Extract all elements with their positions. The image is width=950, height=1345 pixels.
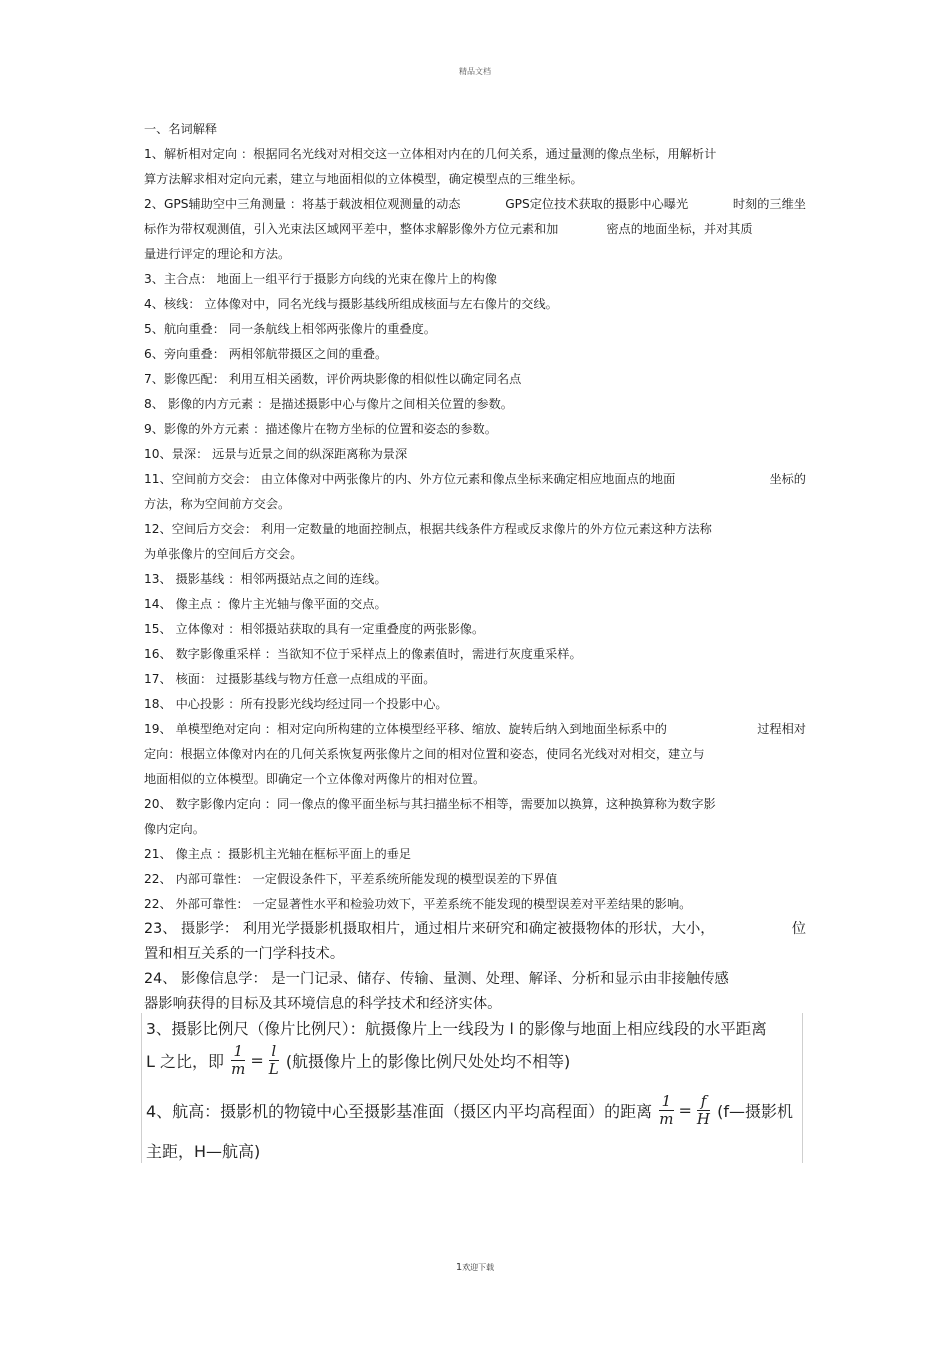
entry-20-line-2: 像内定向。	[144, 822, 205, 836]
fraction-1-over-m: $\frac{1}{m}$	[231, 1042, 246, 1078]
entry-11-line-2: 方法，称为空间前方交会。	[144, 497, 291, 511]
entry-12-line-2: 为单张像片的空间后方交会。	[144, 547, 303, 561]
entry-2-part-5: 密点的地面坐标，并对其质	[606, 222, 753, 236]
entry-18: 18、 中心投影 ：所有投影光线均经过同一个投影中心。	[144, 697, 448, 711]
flight-height-note-cont: 主距，H—航高)	[146, 1142, 261, 1161]
document-body	[144, 117, 806, 1017]
entry-10: 10、景深： 远景与近景之间的纵深距离称为景深	[144, 447, 408, 461]
scale-formula-prefix: L 之比，即	[146, 1052, 225, 1071]
entry-2-part-1: 2、GPS辅助空中三角测量 ：将基于载波相位观测量的动态	[144, 197, 461, 211]
entry-2-line-3: 量进行评定的理论和方法。	[144, 247, 291, 261]
entry-13: 13、 摄影基线 ：相邻两摄站点之间的连线。	[144, 572, 387, 586]
section-title: 一、名词解释	[144, 122, 218, 136]
fraction-l-over-L: $\frac{l}{L}$	[268, 1042, 279, 1078]
entry-4: 4、核线： 立体像对中，同名光线与摄影基线所组成核面与左右像片的交线。	[144, 297, 558, 311]
entry-2-part-2: GPS定位技术获取的摄影中心曝光	[505, 197, 689, 211]
entry-21: 21、 像主点 ：摄影机主光轴在框标平面上的垂足	[144, 847, 412, 861]
entry-22-external: 22、 外部可靠性： 一定显著性水平和检验功效下，平差系统不能发现的模型误差对平差结果的影响。	[144, 897, 692, 911]
entry-2-part-4: 标作为带权观测值，引入光束法区域网平差中，整体求解影像外方位元素和加	[144, 222, 559, 236]
entry-1-line-2: 算方法解求相对定向元素，建立与地面相似的立体模型，确定模型点的三维坐标。	[144, 172, 583, 186]
footer-text: 欢迎下载	[462, 1263, 495, 1272]
page-header: 精品文档	[459, 67, 491, 76]
flight-height-line: 4、航高：摄影机的物镜中心至摄影基准面（摄区内平均高程面）的距离 $\frac{1}{m}$ = $\frac{f}{H}$ (f—摄影机	[146, 1092, 793, 1128]
entry-19-line-3: 地面相似的立体模型。即确定一个立体像对两像片的相对位置。	[144, 772, 486, 786]
entry-20-line-1: 20、 数字影像内定向 ：同一像点的像平面坐标与其扫描坐标不相等，需要加以换算，这种换算称为数字影	[144, 797, 716, 811]
entry-19-part-2: 过程相对	[757, 722, 806, 736]
entry-11-part-1: 11、空间前方交会： 由立体像对中两张像片的内、外方位元素和像点坐标来确定相应地面点的地面	[144, 472, 676, 486]
entry-2-line-2	[144, 217, 806, 242]
entry-23-part-2: 位	[791, 921, 806, 937]
entry-24-line-1: 24、 影像信息学： 是一门记录、储存、传输、量测、处理、解译、分析和显示由非接触传感	[144, 971, 729, 987]
formula-image-box	[141, 1013, 803, 1163]
entry-19-line-1	[144, 717, 806, 742]
entry-24-line-2: 器影响获得的目标及其环境信息的科学技术和经济实体。	[144, 996, 502, 1012]
entry-17: 17、 核面： 过摄影基线与物方任意一点组成的平面。	[144, 672, 436, 686]
entry-19-line-2: 定向：根据立体像对内在的几何关系恢复两张像片之间的相对位置和姿态，使同名光线对对相交，建立与	[144, 747, 705, 761]
fraction-1-over-m-2: $\frac{1}{m}$	[659, 1092, 674, 1128]
flight-height-definition: 4、航高：摄影机的物镜中心至摄影基准面（摄区内平均高程面）的距离	[146, 1102, 653, 1121]
entry-9: 9、影像的外方元素 ：描述像片在物方坐标的位置和姿态的参数。	[144, 422, 497, 436]
scale-formula-line: L 之比，即 $\frac{1}{m}$ = $\frac{l}{L}$ (航摄像片上的影像比例尺处处均不相等)	[146, 1042, 571, 1078]
entry-22-internal: 22、 内部可靠性： 一定假设条件下，平差系统所能发现的模型误差的下界值	[144, 872, 558, 886]
flight-height-note: (f—摄影机	[717, 1102, 793, 1121]
entry-11-part-2: 坐标的	[769, 472, 806, 486]
page-number: 1	[455, 1262, 463, 1273]
entry-12-line-1: 12、空间后方交会： 利用一定数量的地面控制点，根据共线条件方程或反求像片的外方位元素这种方法称	[144, 522, 712, 536]
entry-11-line-1	[144, 467, 806, 492]
entry-2-line-1	[144, 192, 806, 217]
entry-6: 6、旁向重叠： 两相邻航带摄区之间的重叠。	[144, 347, 388, 361]
entry-7: 7、影像匹配： 利用互相关函数，评价两块影像的相似性以确定同名点	[144, 372, 522, 386]
scale-definition-line: 3、摄影比例尺（像片比例尺）：航摄像片上一线段为 l 的影像与地面上相应线段的水平距离	[146, 1020, 767, 1038]
entry-15: 15、 立体像对 ：相邻摄站获取的具有一定重叠度的两张影像。	[144, 622, 485, 636]
page-footer	[0, 1262, 950, 1273]
entry-1-line-1: 1、解析相对定向 ：根据同名光线对对相交这一立体相对内在的几何关系，通过量测的像点坐标，用解析计	[144, 147, 717, 161]
entry-14: 14、 像主点 ：像片主光轴与像平面的交点。	[144, 597, 387, 611]
entry-23-line-1	[144, 917, 806, 942]
entry-8: 8、 影像的内方元素 ：是描述摄影中心与像片之间相关位置的参数。	[144, 397, 513, 411]
entry-2-part-3: 时刻的三维坐	[732, 197, 806, 211]
fraction-f-over-H: $\frac{f}{H}$	[696, 1092, 711, 1128]
entry-19-part-1: 19、 单模型绝对定向 ：相对定向所构建的立体模型经平移、缩放、旋转后纳入到地面坐标系中的	[144, 722, 667, 736]
scale-formula-note: (航摄像片上的影像比例尺处处均不相等)	[285, 1052, 571, 1071]
entry-3: 3、主合点： 地面上一组平行于摄影方向线的光束在像片上的构像	[144, 272, 497, 286]
entry-23-line-2: 置和相互关系的一门学科技术。	[144, 946, 345, 962]
entry-5: 5、航向重叠： 同一条航线上相邻两张像片的重叠度。	[144, 322, 436, 336]
entry-23-part-1: 23、 摄影学： 利用光学摄影机摄取相片，通过相片来研究和确定被摄物体的形状，大小，	[144, 921, 715, 937]
entry-16: 16、 数字影像重采样 ：当欲知不位于采样点上的像素值时，需进行灰度重采样。	[144, 647, 582, 661]
